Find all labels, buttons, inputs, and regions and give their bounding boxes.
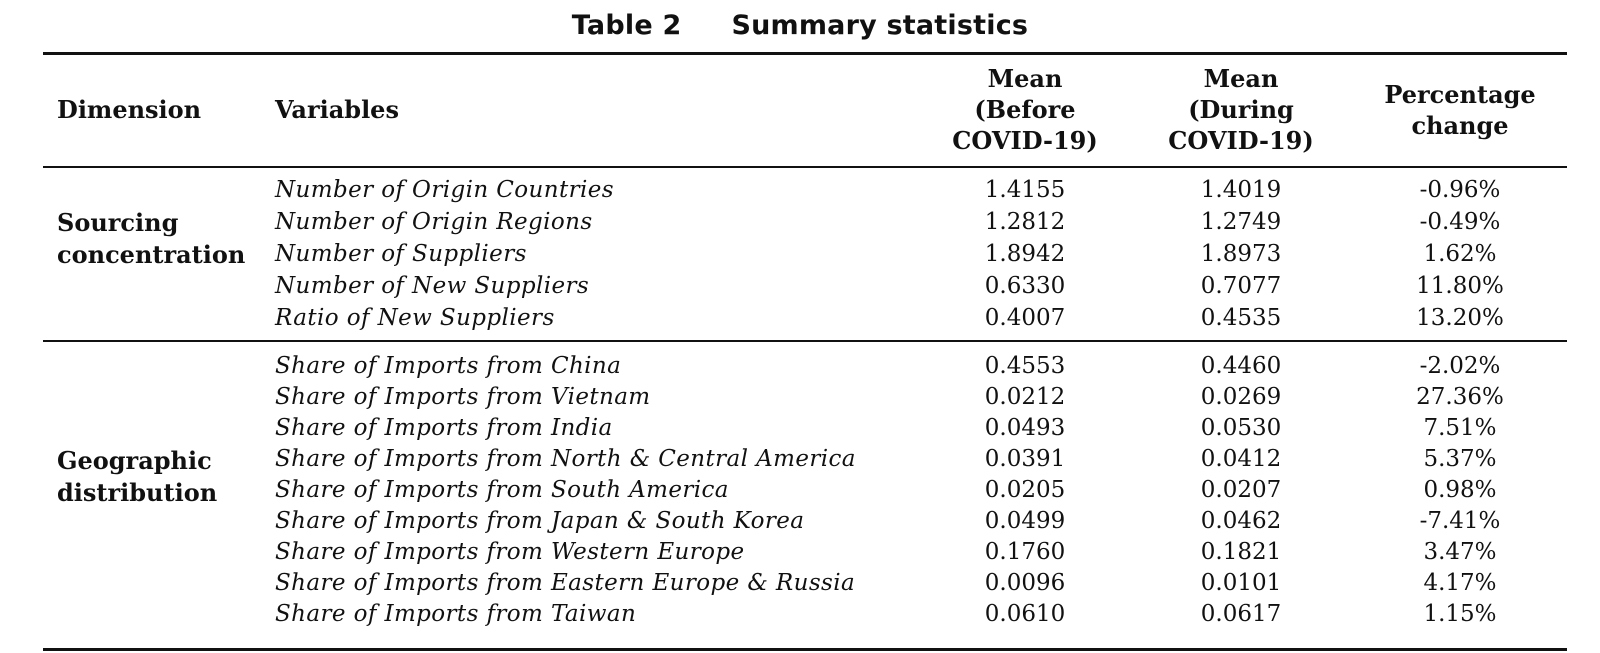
header-rule <box>43 166 1567 168</box>
table-number: Table 2 <box>571 10 682 41</box>
header-pct-change-line2: change <box>1411 111 1509 140</box>
header-mean-during-line2: (During <box>1188 95 1294 124</box>
row-mean-during: 0.0462 <box>1200 508 1282 534</box>
header-mean-during-line1: Mean <box>1203 64 1279 93</box>
row-pct-change: 27.36% <box>1416 384 1504 410</box>
bottom-rule <box>43 648 1567 651</box>
row-mean-before: 1.2812 <box>984 209 1066 235</box>
header-pct-change <box>1350 79 1570 141</box>
row-mean-during: 0.0412 <box>1200 446 1282 472</box>
row-mean-during: 0.7077 <box>1200 273 1282 299</box>
row-mean-before: 0.4007 <box>984 305 1066 331</box>
row-mean-during: 0.0101 <box>1200 570 1282 596</box>
dimension-line2: concentration <box>57 240 246 269</box>
top-rule <box>43 52 1567 55</box>
row-variable: Share of Imports from Eastern Europe & Russia <box>275 570 856 596</box>
row-variable: Share of Imports from Vietnam <box>275 384 651 410</box>
row-variable: Ratio of New Suppliers <box>275 305 555 331</box>
row-mean-before: 0.0493 <box>984 415 1066 441</box>
dimension-geographic-distribution <box>57 445 217 509</box>
row-mean-before: 0.0212 <box>984 384 1066 410</box>
header-dimension: Dimension <box>57 95 202 124</box>
row-pct-change: 1.62% <box>1423 241 1497 267</box>
row-variable: Number of New Suppliers <box>275 273 590 299</box>
row-mean-during: 0.4535 <box>1200 305 1282 331</box>
row-mean-before: 1.8942 <box>984 241 1066 267</box>
row-mean-during: 1.4019 <box>1200 177 1282 203</box>
row-mean-before: 0.0096 <box>984 570 1066 596</box>
row-pct-change: 1.15% <box>1423 601 1497 627</box>
header-mean-before <box>930 63 1120 156</box>
table-title: Summary statistics <box>731 10 1029 41</box>
row-mean-before: 0.0205 <box>984 477 1066 503</box>
row-variable: Number of Origin Regions <box>275 209 593 235</box>
dimension-line1: Geographic <box>57 446 212 475</box>
row-pct-change: 7.51% <box>1423 415 1497 441</box>
row-mean-during: 0.0530 <box>1200 415 1282 441</box>
row-pct-change: 4.17% <box>1423 570 1497 596</box>
header-pct-change-line1: Percentage <box>1384 80 1536 109</box>
row-mean-before: 0.6330 <box>984 273 1066 299</box>
table-caption <box>0 8 1600 44</box>
row-pct-change: 3.47% <box>1423 539 1497 565</box>
row-mean-during: 0.0207 <box>1200 477 1282 503</box>
row-variable: Share of Imports from South America <box>275 477 729 503</box>
header-mean-before-line1: Mean <box>987 64 1063 93</box>
row-pct-change: -0.49% <box>1419 209 1501 235</box>
dimension-sourcing-concentration <box>57 207 245 271</box>
row-mean-during: 0.4460 <box>1200 353 1282 379</box>
row-pct-change: 5.37% <box>1423 446 1497 472</box>
row-pct-change: 0.98% <box>1423 477 1497 503</box>
row-mean-before: 0.4553 <box>984 353 1066 379</box>
row-mean-during: 0.0269 <box>1200 384 1282 410</box>
row-pct-change: -0.96% <box>1419 177 1501 203</box>
row-mean-before: 1.4155 <box>984 177 1066 203</box>
row-variable: Share of Imports from Japan & South Korea <box>275 508 805 534</box>
row-pct-change: -2.02% <box>1419 353 1501 379</box>
row-variable: Share of Imports from China <box>275 353 622 379</box>
header-mean-during-line3: COVID-19) <box>1168 126 1314 155</box>
row-pct-change: 11.80% <box>1416 273 1504 299</box>
row-mean-during: 0.1821 <box>1200 539 1282 565</box>
row-mean-before: 0.1760 <box>984 539 1066 565</box>
row-mean-during: 0.0617 <box>1200 601 1282 627</box>
row-mean-during: 1.2749 <box>1200 209 1282 235</box>
row-variable: Number of Suppliers <box>275 241 527 267</box>
row-mean-before: 0.0610 <box>984 601 1066 627</box>
header-mean-during <box>1146 63 1336 156</box>
row-variable: Share of Imports from North & Central America <box>275 446 856 472</box>
header-variables: Variables <box>275 95 399 124</box>
row-variable: Share of Imports from Taiwan <box>275 601 637 627</box>
row-mean-before: 0.0391 <box>984 446 1066 472</box>
row-pct-change: 13.20% <box>1416 305 1504 331</box>
dimension-line1: Sourcing <box>57 208 179 237</box>
dimension-line2: distribution <box>57 478 218 507</box>
row-mean-before: 0.0499 <box>984 508 1066 534</box>
row-variable: Number of Origin Countries <box>275 177 614 203</box>
header-mean-before-line2: (Before <box>974 95 1076 124</box>
row-pct-change: -7.41% <box>1419 508 1501 534</box>
row-mean-during: 1.8973 <box>1200 241 1282 267</box>
header-mean-before-line3: COVID-19) <box>952 126 1098 155</box>
row-variable: Share of Imports from Western Europe <box>275 539 745 565</box>
group-separator-rule <box>43 340 1567 342</box>
row-variable: Share of Imports from India <box>275 415 613 441</box>
